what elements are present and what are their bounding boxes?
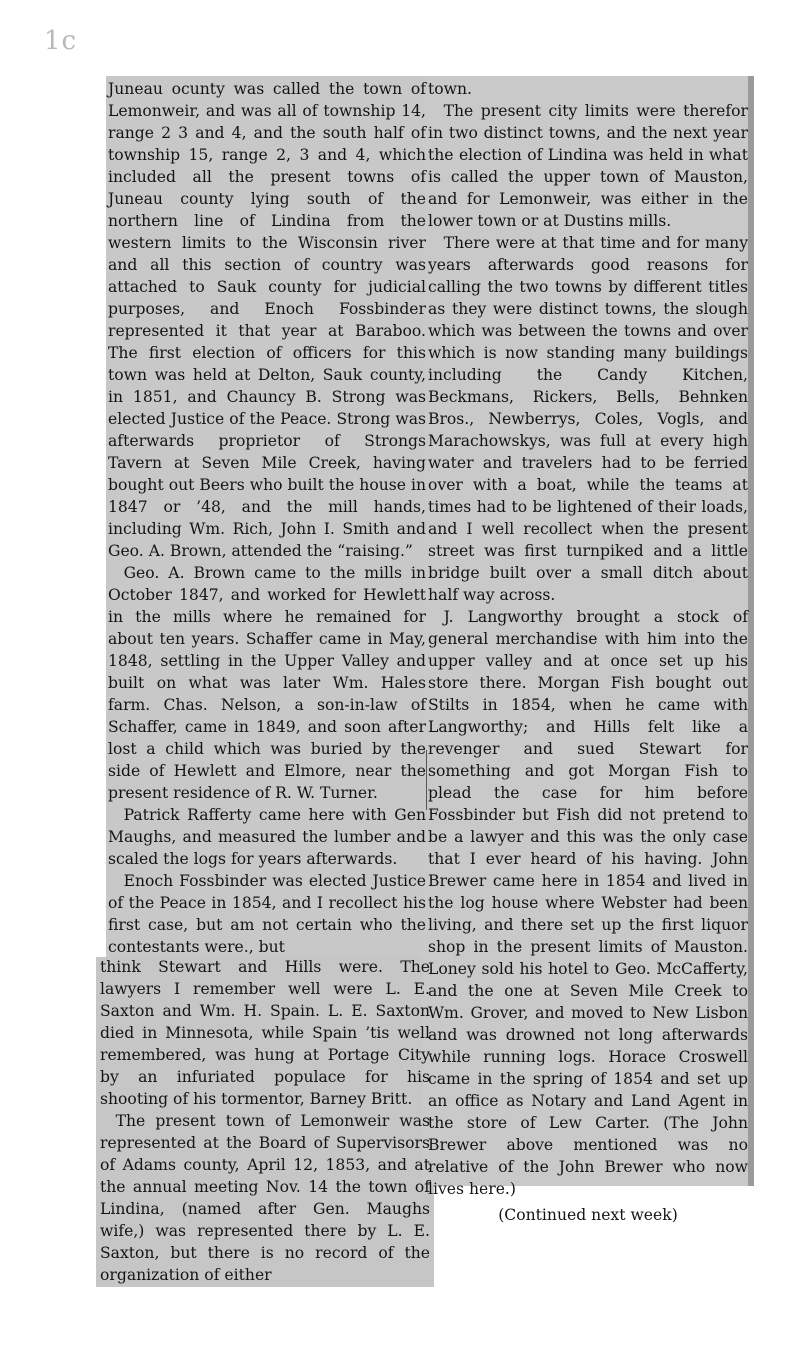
article-right-column <box>428 78 748 1226</box>
paragraph: Patrick Rafferty came here with Gen Maughs, and measured the lumber and scaled the logs for years afterwards. <box>108 806 426 868</box>
paragraph: Juneau ocunty was called the town of Lemonweir, and was all of township 14, range 2 3 and 4, and the south half of township 15, range 2, 3 and 4, which included all the present towns of Juneau county lying south of the northern line of Lindina from the western limits to the Wisconsin river and all this section of country was attached to Sauk county for judicial purposes, and Enoch Fossbinder represented it that year at Baraboo. The first election of officers for this town was held at Delton, Sauk county, in 1851, and Chauncy B. Strong was elected Justice of the Peace. Strong was afterwards proprietor of Strongs Tavern at Seven Mile Creek, having bought out Beers who built the house in 1847 or ’48, and the mill hands, including Wm. Rich, John I. Smith and Geo. A. Brown, attended the “raising.” <box>108 80 426 560</box>
clipping-edge-shadow <box>748 76 754 1186</box>
continued-note: (Continued next week) <box>498 1206 678 1224</box>
paragraph: There were at that time and for many years afterwards good reasons for calling the two towns by different titles as they were distinct towns, the slough which was between the towns and over which is now standing many buildings including the Candy Kitchen, Beckmans, Rickers, Bells, Behnken Bros., Newberrys, Coles, Vogls, and Marachowskys, was full at every high water and travelers had to be ferried over with a boat, while the teams at times had to be lightened of their loads, and I well recollect when the present street was first turnpiked and a little bridge built over a small ditch about half way across. <box>428 234 748 604</box>
page-corner-mark: 1c <box>44 26 78 56</box>
paragraph: think Stewart and Hills were. The lawyers I remember well were L. E. Saxton and Wm. H. Spain. L. E. Saxton died in Minnesota, while Spain ’tis well remembered, was hung at Portage City by an infuriated populace for his shooting of his tormentor, Barney Britt. <box>100 958 430 1108</box>
paragraph: The present town of Lemonweir was represented at the Board of Supervisors of Adams county, April 12, 1853, and at the annual meeting Nov. 14 the town of Lindina, (named after Gen. Maughs wife,) was represented there by L. E. Saxton, but there is no record of the organization of either <box>100 1112 430 1284</box>
paragraph: Enoch Fossbinder was elected Justice of the Peace in 1854, and I recollect his first case, but am not certain who the contestants were., but <box>108 872 426 956</box>
paragraph: J. Langworthy brought a stock of general merchandise with him into the upper valley and at once set up his store there. Morgan Fish bought out Stilts in 1854, when he came with Langworthy; and Hills felt like a revenger and sued Stewart for something and got Morgan Fish to plead the case for him before Fossbinder but Fish did not pretend to be a lawyer and this was the only case that I ever heard of his having. John Brewer came here in 1854 and lived in the log house where Webster had been living, and there set up the first liquor shop in the present limits of Mauston. Loney sold his hotel to Geo. McCafferty, and the one at Seven Mile Creek to Wm. Grover, and moved to New Lisbon and was drowned not long afterwards while running logs. Horace Croswell came in the spring of 1854 and set up an office as Notary and Land Agent in the store of Lew Carter. (The John Brewer above mentioned was no relative of the John Brewer who now lives here.) <box>428 608 748 1198</box>
article-left-column-continued <box>100 956 430 1286</box>
paragraph: The present city limits were therefor in two distinct towns, and the next year the election of Lindina was held in what is called the upper town of Mauston, and for Lemonweir, was either in the lower town or at Dustins mills. <box>428 102 748 230</box>
column-gutter-rule <box>426 750 427 810</box>
article-left-column <box>108 78 426 958</box>
paragraph: town. <box>428 80 473 98</box>
paragraph: Geo. A. Brown came to the mills in October 1847, and worked for Hewlett in the mills where he remained for about ten years. Schaffer came in May, 1848, settling in the Upper Valley and built on what was later Wm. Hales farm. Chas. Nelson, a son-in-law of Schaffer, came in 1849, and soon after lost a child which was buried by the side of Hewlett and Elmore, near the present residence of R. W. Turner. <box>108 564 426 802</box>
